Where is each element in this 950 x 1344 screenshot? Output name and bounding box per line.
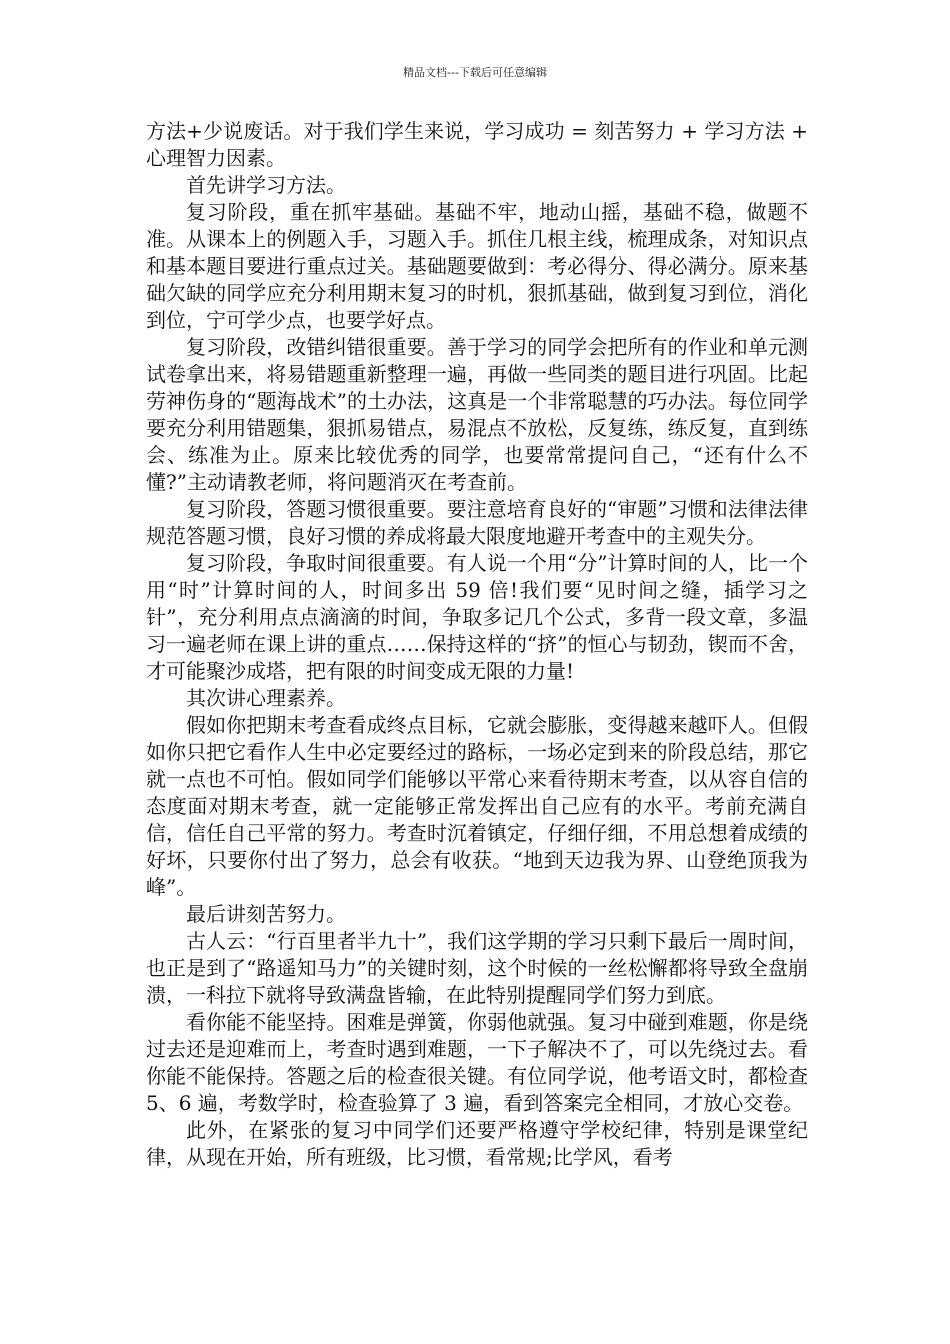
paragraph: 看你能不能坚持。困难是弹簧，你弱他就强。复习中碰到难题，你是绕过去还是迎难而上，考查时遇到难题，一下子解决不了，可以先绕过去。看你能不能保持。答题之后的检查很关键。有位同学说，他考语文时，都检查 5、6 遍，考数学时，检查验算了 3 遍，看到答案完全相同，才放心交卷。: [146, 1010, 808, 1115]
document-body: [146, 118, 808, 1171]
page-header: 精品文档---下载后可任意编辑: [403, 66, 547, 79]
paragraph: 复习阶段，改错纠错很重要。善于学习的同学会把所有的作业和单元测试卷拿出来，将易错题重新整理一遍，再做一些同类的题目进行巩固。比起劳神伤身的“题海战术”的土办法，这真是一个非常聪慧的巧办法。每位同学要充分利用错题集，狠抓易错点，易混点不放松，反复练，练反复，直到练会、练准为止。原来比较优秀的同学，也要常常提问自己，“还有什么不懂?”主动请教老师，将问题消灭在考查前。: [146, 335, 808, 494]
section-heading: 最后讲刻苦努力。: [186, 902, 346, 926]
paragraph: 复习阶段，重在抓牢基础。基础不牢，地动山摇，基础不稳，做题不准。从课本上的例题入手，习题入手。抓住几根主线，梳理成条，对知识点和基本题目要进行重点过关。基础题要做到：考必得分、得必满分。原来基础欠缺的同学应充分利用期末复习的时机，狠抓基础，做到复习到位，消化到位，宁可学少点，也要学好点。: [146, 200, 808, 332]
paragraph: 方法+少说废话。对于我们学生来说，学习成功 = 刻苦努力 + 学习方法 + 心理智力因素。: [146, 119, 808, 170]
section-heading: 其次讲心理素养。: [186, 686, 346, 710]
section-heading: 首先讲学习方法。: [186, 173, 346, 197]
paragraph: 假如你把期末考查看成终点目标，它就会膨胀，变得越来越吓人。但假如你只把它看作人生中必定要经过的路标，一场必定到来的阶段总结，那它就一点也不可怕。假如同学们能够以平常心来看待期末考查，以从容自信的态度面对期末考查，就一定能够正常发挥出自己应有的水平。考前充满自信，信任自己平常的努力。考查时沉着镇定，仔细仔细，不用总想着成绩的好坏，只要你付出了努力，总会有收获。“地到天边我为界、山登绝顶我为峰”。: [146, 713, 808, 899]
paragraph: 复习阶段，答题习惯很重要。要注意培育良好的“审题”习惯和法律法律规范答题习惯，良好习惯的养成将最大限度地避开考查中的主观失分。: [146, 497, 808, 548]
paragraph: 此外，在紧张的复习中同学们还要严格遵守学校纪律，特别是课堂纪律，从现在开始，所有班级，比习惯，看常规;比学风，看考: [146, 1118, 808, 1169]
paragraph: 古人云：“行百里者半九十”，我们这学期的学习只剩下最后一周时间，也正是到了“路遥知马力”的关键时刻，这个时候的一丝松懈都将导致全盘崩溃，一科拉下就将导致满盘皆输，在此特别提醒同学们努力到底。: [146, 929, 808, 1007]
paragraph: 复习阶段，争取时间很重要。有人说一个用“分”计算时间的人，比一个用“时”计算时间的人，时间多出 59 倍!我们要“见时间之缝，插学习之针”，充分利用点点滴滴的时间，争取多记几个公式，多背一段文章，多温习一遍老师在课上讲的重点……保持这样的“挤”的恒心与韧劲，锲而不舍，才可能聚沙成塔，把有限的时间变成无限的力量!: [146, 551, 808, 683]
